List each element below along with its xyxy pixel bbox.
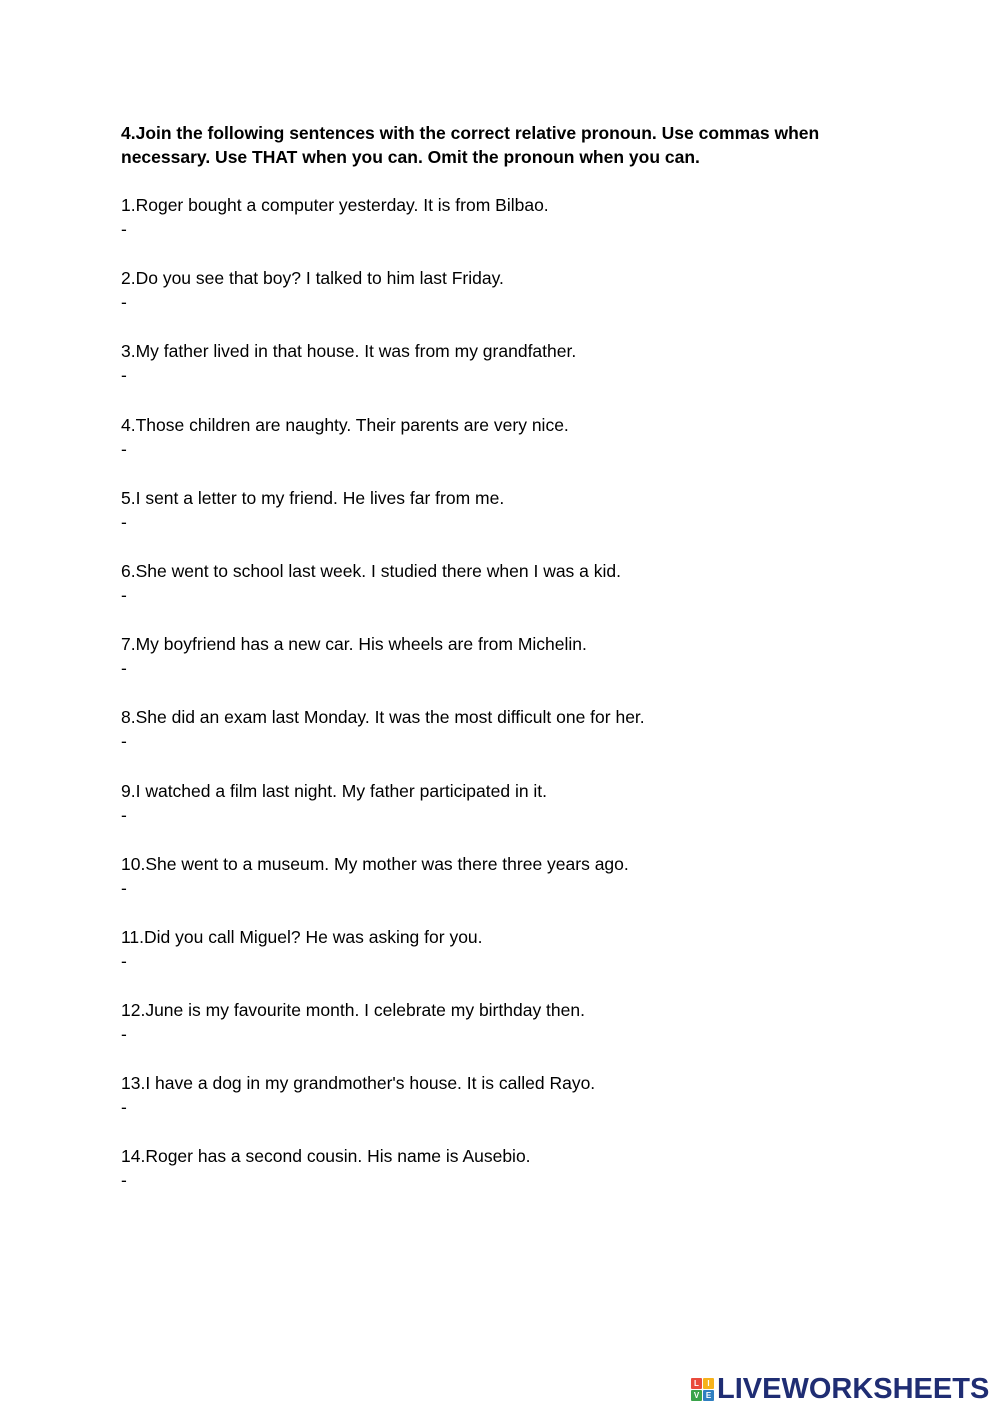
logo-cell: L (691, 1378, 702, 1389)
exercise-item-3 (121, 339, 901, 412)
exercise-item-1 (121, 193, 901, 266)
exercise-item-5 (121, 486, 901, 559)
exercise-sentence: 13.I have a dog in my grandmother's house. It is called Rayo. (121, 1073, 596, 1094)
answer-field[interactable]: - (121, 804, 127, 825)
exercise-item-14 (121, 1144, 901, 1217)
exercise-item-8 (121, 705, 901, 778)
logo-cell: I (703, 1378, 714, 1389)
answer-field[interactable]: - (121, 511, 127, 532)
exercise-sentence: 5.I sent a letter to my friend. He lives far from me. (121, 487, 505, 508)
answer-field[interactable]: - (121, 731, 127, 752)
liveworksheets-logo (691, 1374, 989, 1404)
exercise-sentence: 7.My boyfriend has a new car. His wheels are from Michelin. (121, 634, 587, 655)
exercise-item-9 (121, 779, 901, 852)
exercise-sentence: 3.My father lived in that house. It was from my grandfather. (121, 341, 577, 362)
exercise-item-10 (121, 852, 901, 925)
exercise-sentence: 4.Those children are naughty. Their parents are very nice. (121, 414, 569, 435)
answer-field[interactable]: - (121, 584, 127, 605)
answer-field[interactable]: - (121, 438, 127, 459)
answer-field[interactable]: - (121, 658, 127, 679)
answer-field[interactable]: - (121, 219, 127, 239)
answer-field[interactable]: - (121, 1097, 127, 1118)
answer-field[interactable]: - (121, 1170, 127, 1191)
exercise-sentence: 2.Do you see that boy? I talked to him last Friday. (121, 268, 504, 289)
answer-field[interactable]: - (121, 365, 127, 386)
exercise-item-7 (121, 632, 901, 705)
answer-field[interactable]: - (121, 292, 127, 313)
exercise-item-2 (121, 266, 901, 339)
exercise-sentence: 11.Did you call Miguel? He was asking for you. (121, 926, 483, 947)
exercise-item-12 (121, 998, 901, 1071)
exercise-list (121, 193, 901, 1218)
answer-field[interactable]: - (121, 1024, 127, 1045)
logo-cell: E (703, 1390, 714, 1401)
logo-cell: V (691, 1390, 702, 1401)
exercise-sentence: 8.She did an exam last Monday. It was the most difficult one for her. (121, 707, 645, 728)
instructions-heading: 4.Join the following sentences with the correct relative pronoun. Use commas when necessary. Use THAT when you can. Omit the pronoun when you can. (121, 123, 820, 167)
exercise-sentence: 12.June is my favourite month. I celebrate my birthday then. (121, 1000, 585, 1021)
answer-field[interactable]: - (121, 877, 127, 898)
exercise-item-13 (121, 1071, 901, 1144)
exercise-item-6 (121, 559, 901, 632)
logo-text: LIVEWORKSHEETS (717, 1373, 990, 1405)
exercise-sentence: 6.She went to school last week. I studied there when I was a kid. (121, 560, 621, 581)
exercise-item-11 (121, 925, 901, 998)
answer-field[interactable]: - (121, 950, 127, 971)
liveworksheets-logo-icon (691, 1378, 714, 1401)
exercise-item-4 (121, 413, 901, 486)
exercise-sentence: 1.Roger bought a computer yesterday. It is from Bilbao. (121, 195, 549, 215)
exercise-sentence: 10.She went to a museum. My mother was there three years ago. (121, 853, 629, 874)
exercise-sentence: 9.I watched a film last night. My father participated in it. (121, 780, 548, 801)
exercise-sentence: 14.Roger has a second cousin. His name is Ausebio. (121, 1146, 531, 1167)
